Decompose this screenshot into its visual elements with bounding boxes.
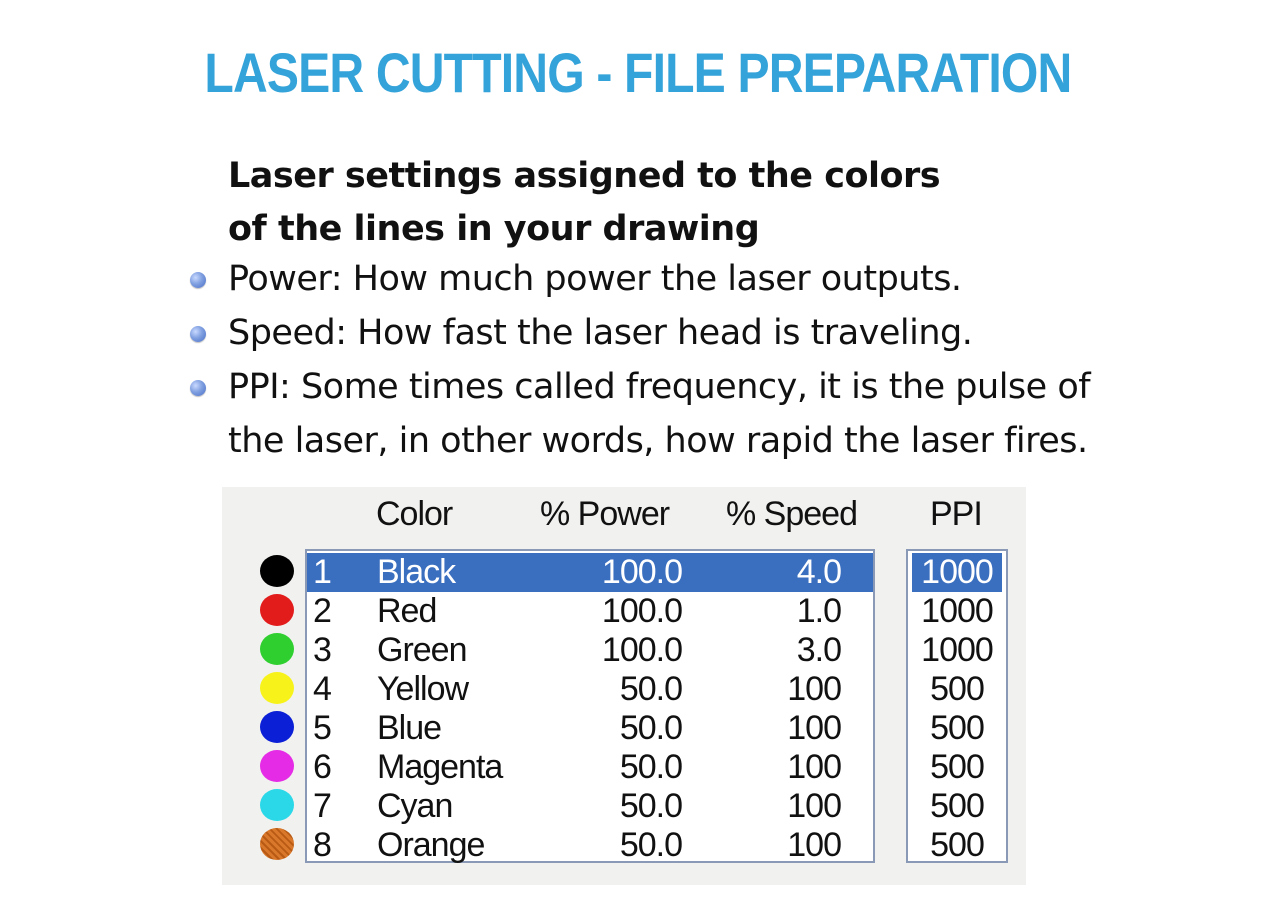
- ppi-row[interactable]: [908, 709, 1006, 748]
- row-power: 50.0: [619, 709, 682, 747]
- row-color-name: Yellow: [377, 670, 469, 708]
- row-color-name: Green: [377, 631, 467, 669]
- row-ppi: 1000: [921, 553, 993, 591]
- row-power: 100.0: [601, 553, 682, 591]
- bullet-speed: [190, 306, 1150, 360]
- ppi-row[interactable]: [912, 553, 1002, 592]
- row-power: 50.0: [619, 670, 682, 708]
- bullet-list: [190, 252, 1150, 468]
- bullet-dot-icon: [190, 272, 206, 288]
- row-ppi: 500: [930, 787, 984, 825]
- row-speed: 100: [787, 709, 841, 747]
- row-power: 50.0: [619, 787, 682, 825]
- row-color-name: Blue: [377, 709, 442, 747]
- color-swatch-icon: [260, 750, 294, 782]
- color-swatch-icon: [260, 789, 294, 821]
- row-number: 4: [313, 670, 331, 708]
- row-number: 6: [313, 748, 331, 786]
- header-ppi: PPI: [930, 495, 982, 533]
- row-number: 2: [313, 592, 331, 630]
- color-setting-row[interactable]: [307, 826, 873, 865]
- row-color-name: Red: [377, 592, 437, 630]
- row-ppi: 500: [930, 826, 984, 864]
- row-speed: 100: [787, 826, 841, 864]
- row-power: 50.0: [619, 748, 682, 786]
- row-ppi: 1000: [921, 592, 993, 630]
- ppi-row[interactable]: [908, 748, 1006, 787]
- color-swatch-icon: [260, 672, 294, 704]
- bullet-text: Speed: How fast the laser head is traveling.: [228, 313, 973, 353]
- header-color: Color: [376, 495, 453, 533]
- section-heading: [228, 150, 988, 256]
- heading-line-1: Laser settings assigned to the colors: [228, 156, 941, 196]
- color-setting-row[interactable]: [307, 631, 873, 670]
- ppi-row[interactable]: [908, 826, 1006, 865]
- color-setting-row[interactable]: [307, 748, 873, 787]
- header-speed: % Speed: [726, 495, 857, 533]
- color-setting-row[interactable]: [307, 670, 873, 709]
- ppi-row[interactable]: [908, 670, 1006, 709]
- row-number: 5: [313, 709, 331, 747]
- row-number: 8: [313, 826, 331, 864]
- row-number: 3: [313, 631, 331, 669]
- row-speed: 100: [787, 787, 841, 825]
- row-color-name: Magenta: [377, 748, 503, 786]
- row-power: 50.0: [619, 826, 682, 864]
- color-setting-row[interactable]: [307, 709, 873, 748]
- bullet-dot-icon: [190, 326, 206, 342]
- row-ppi: 1000: [921, 631, 993, 669]
- row-speed: 3.0: [796, 631, 841, 669]
- row-color-name: Black: [377, 553, 456, 591]
- row-speed: 100: [787, 670, 841, 708]
- color-settings-list[interactable]: [305, 549, 875, 863]
- ppi-row[interactable]: [908, 592, 1006, 631]
- header-power: % Power: [540, 495, 670, 533]
- row-number: 1: [313, 553, 331, 591]
- bullet-text: PPI: Some times called frequency, it is the pulse of the laser, in other words, how rapid the laser fires.: [228, 367, 1091, 461]
- row-number: 7: [313, 787, 331, 825]
- bullet-ppi: [190, 360, 1150, 468]
- ppi-row[interactable]: [908, 787, 1006, 826]
- row-color-name: Cyan: [377, 787, 453, 825]
- row-speed: 100: [787, 748, 841, 786]
- color-swatch-icon: [260, 711, 294, 743]
- row-power: 100.0: [601, 592, 682, 630]
- bullet-text: Power: How much power the laser outputs.: [228, 259, 962, 299]
- ppi-row[interactable]: [908, 631, 1006, 670]
- row-speed: 4.0: [796, 553, 841, 591]
- laser-settings-panel: [222, 487, 1026, 885]
- row-power: 100.0: [601, 631, 682, 669]
- row-color-name: Orange: [377, 826, 485, 864]
- color-swatch-icon: [260, 594, 294, 626]
- row-ppi: 500: [930, 748, 984, 786]
- row-ppi: 500: [930, 709, 984, 747]
- color-swatch-icon: [260, 555, 294, 587]
- color-swatch-icon: [260, 828, 294, 860]
- bullet-dot-icon: [190, 380, 206, 396]
- row-speed: 1.0: [796, 592, 841, 630]
- color-swatch-icon: [260, 633, 294, 665]
- color-setting-row[interactable]: [307, 553, 873, 592]
- ppi-list[interactable]: [906, 549, 1008, 863]
- color-setting-row[interactable]: [307, 787, 873, 826]
- bullet-power: [190, 252, 1150, 306]
- page-title: LASER CUTTING - FILE PREPARATION: [204, 41, 1072, 104]
- color-setting-row[interactable]: [307, 592, 873, 631]
- row-ppi: 500: [930, 670, 984, 708]
- heading-line-2: of the lines in your drawing: [228, 209, 760, 249]
